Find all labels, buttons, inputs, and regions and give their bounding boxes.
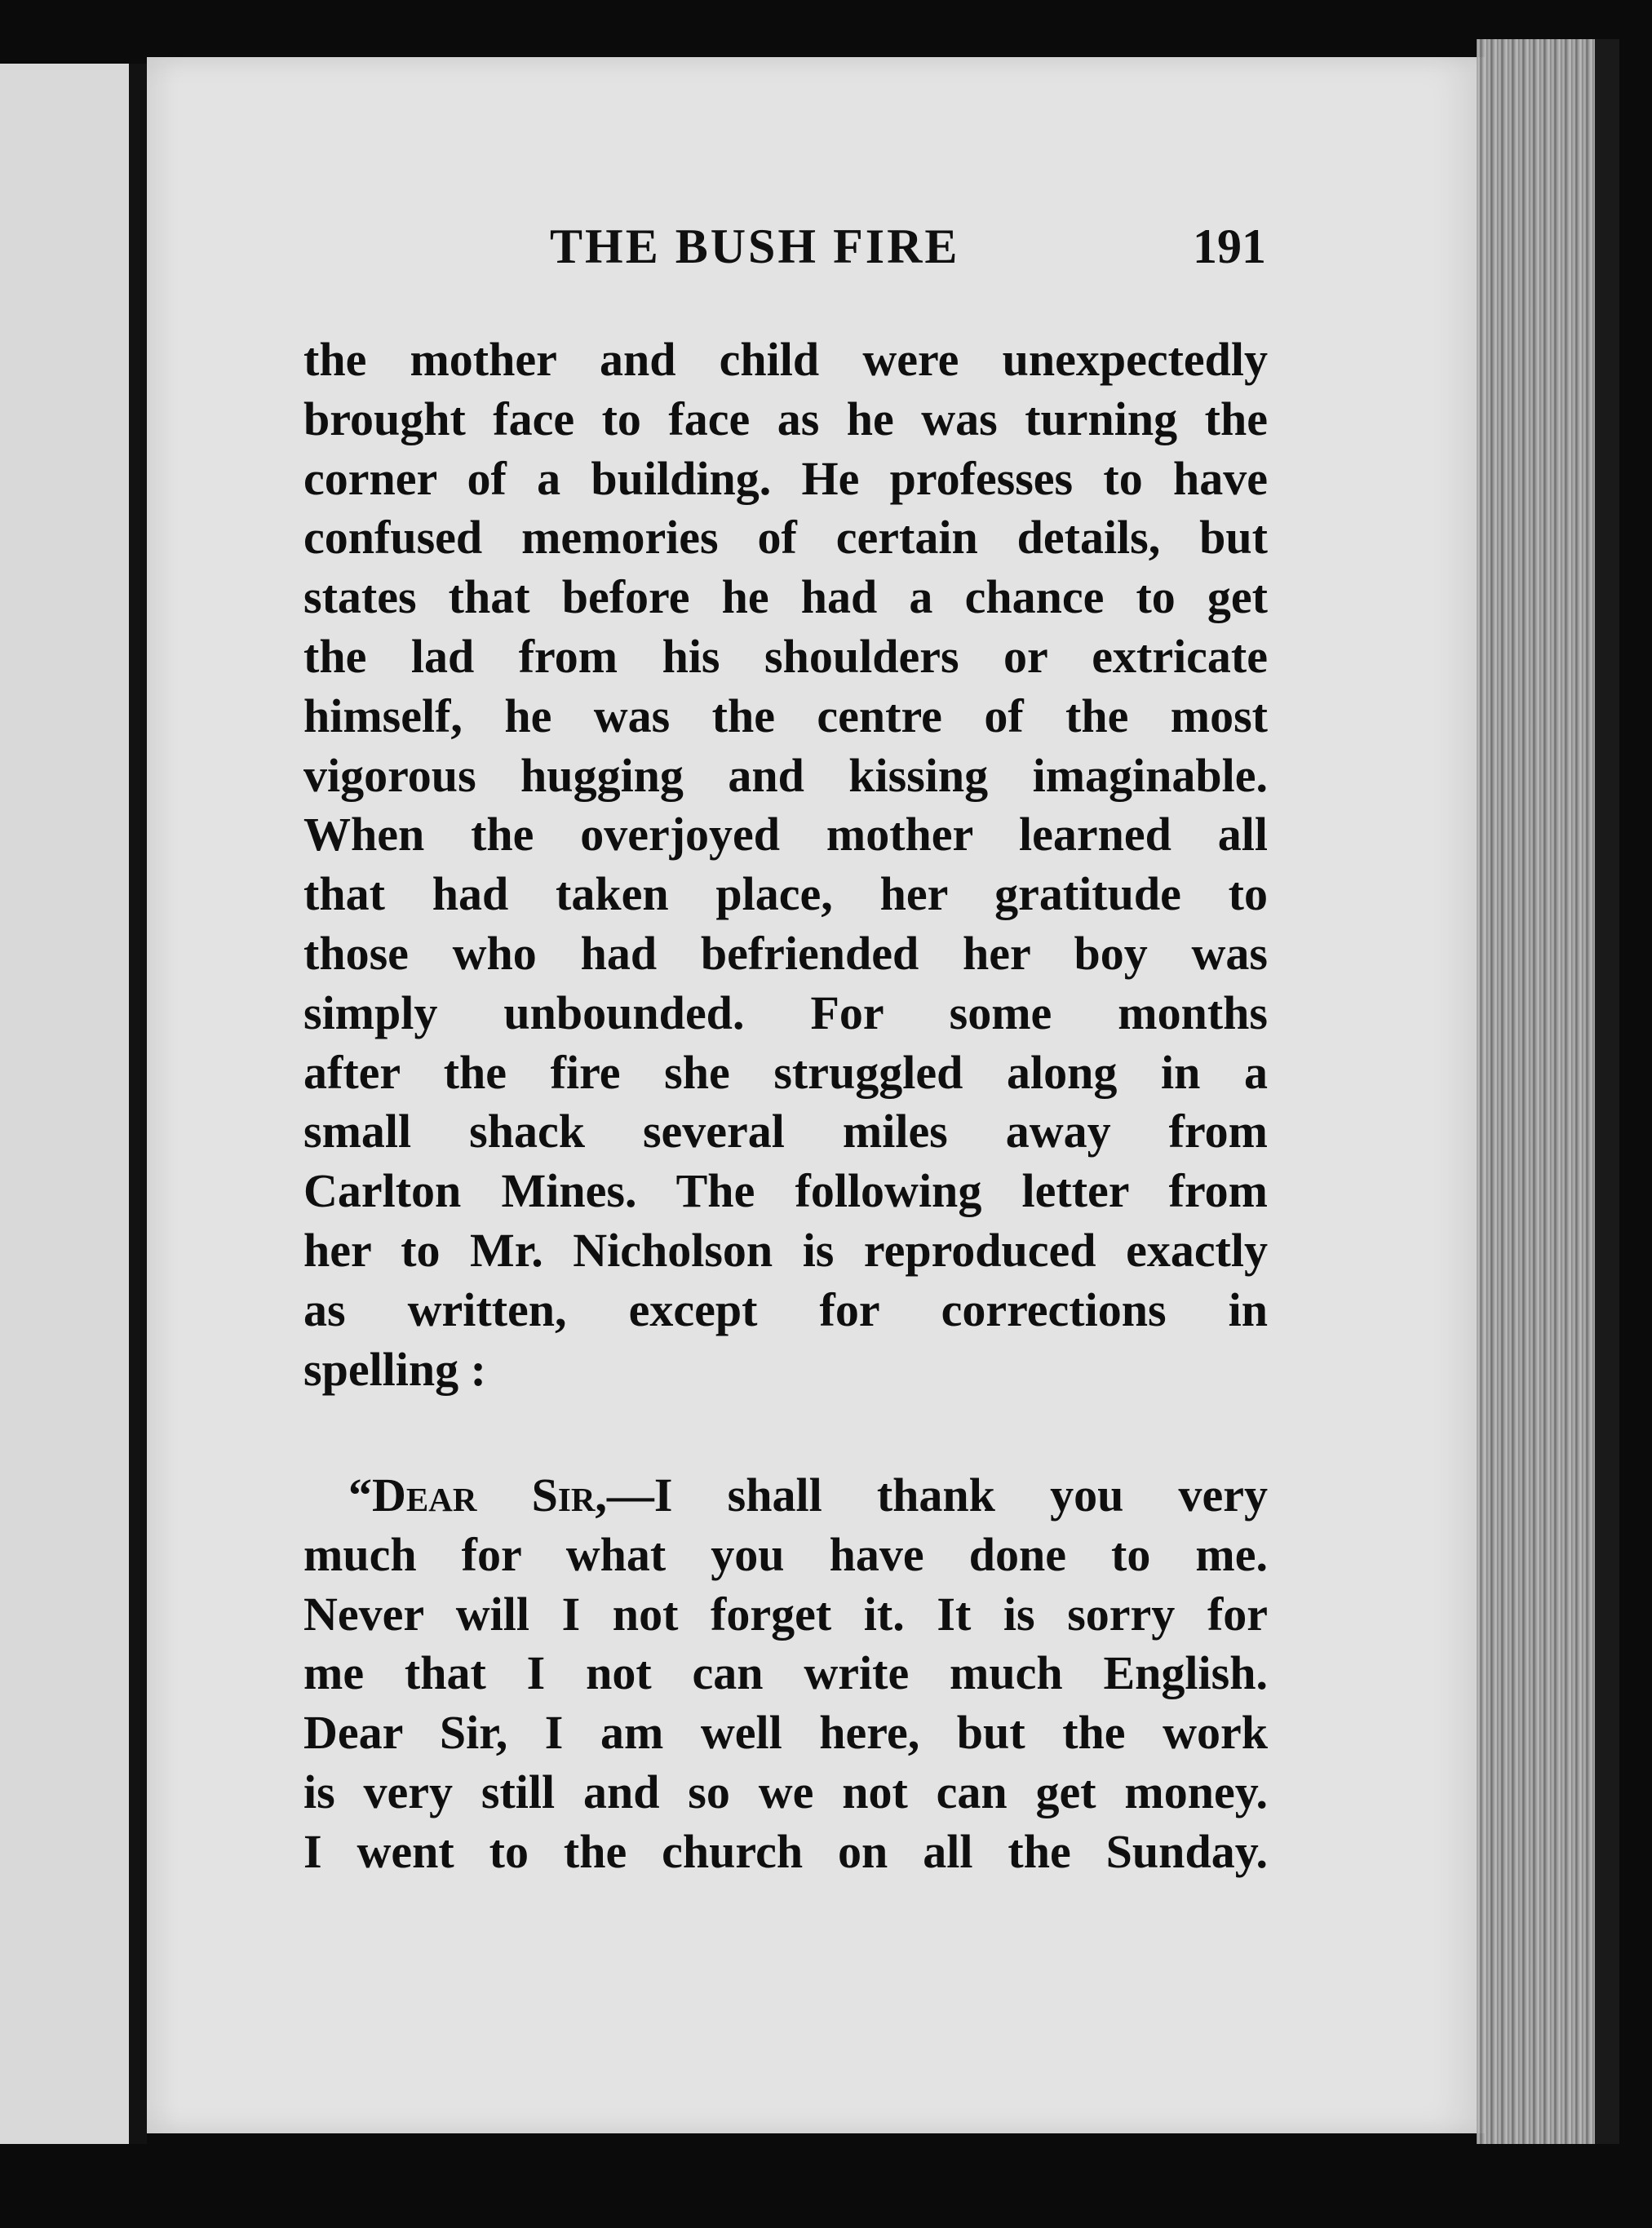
text-line: as written, except for corrections in	[303, 1282, 1268, 1336]
text-line: those who had befriended her boy was	[303, 926, 1268, 980]
text-line: brought face to face as he was turning the	[303, 392, 1268, 445]
letter-first-line-text: —I shall thank you very	[606, 1468, 1268, 1522]
running-head	[303, 219, 1268, 308]
text-line: small shack several miles away from	[303, 1105, 1268, 1158]
letter-line: Never will I not forget it. It is sorry for	[303, 1587, 1268, 1641]
text-line: When the overjoyed mother learned all	[303, 808, 1268, 862]
text-line: Carlton Mines. The following letter from	[303, 1164, 1268, 1218]
letter-line: I went to the church on all the Sunday.	[303, 1824, 1268, 1878]
letter-line: is very still and so we not can get money.	[303, 1765, 1268, 1818]
text-line: simply unbounded. For some months	[303, 986, 1268, 1039]
cover-edge	[1595, 39, 1619, 2144]
text-line: himself, he was the centre of the most	[303, 689, 1268, 742]
text-line: her to Mr. Nicholson is reproduced exactly	[303, 1223, 1268, 1277]
facing-page-edge	[0, 64, 129, 2144]
page-number: 191	[1193, 219, 1266, 273]
text-line: states that before he had a chance to get	[303, 570, 1268, 624]
text-line: after the fire she struggled along in a	[303, 1045, 1268, 1099]
text-line: the lad from his shoulders or extricate	[303, 629, 1268, 683]
text-line: confused memories of certain details, but	[303, 511, 1268, 565]
page-block-edges	[1477, 39, 1607, 2144]
chapter-title: THE BUSH FIRE	[550, 219, 960, 273]
text-line: corner of a building. He professes to have	[303, 451, 1268, 505]
text-line: that had taken place, her gratitude to	[303, 867, 1268, 921]
opening-quote: “	[348, 1468, 372, 1522]
letter-line: me that I not can write much English.	[303, 1646, 1268, 1700]
quoted-letter	[303, 1466, 1268, 1882]
text-line: the mother and child were unexpectedly	[303, 333, 1268, 386]
letter-salutation: Dear Sir,	[372, 1468, 607, 1522]
letter-first-line	[303, 1466, 1268, 1526]
letter-line: Dear Sir, I am well here, but the work	[303, 1706, 1268, 1760]
body-paragraph	[303, 330, 1268, 1399]
text-line: spelling :	[303, 1342, 486, 1396]
book-gutter	[129, 64, 147, 2144]
letter-line: much for what you have done to me.	[303, 1527, 1268, 1581]
text-line: vigorous hugging and kissing imaginable.	[303, 748, 1268, 802]
